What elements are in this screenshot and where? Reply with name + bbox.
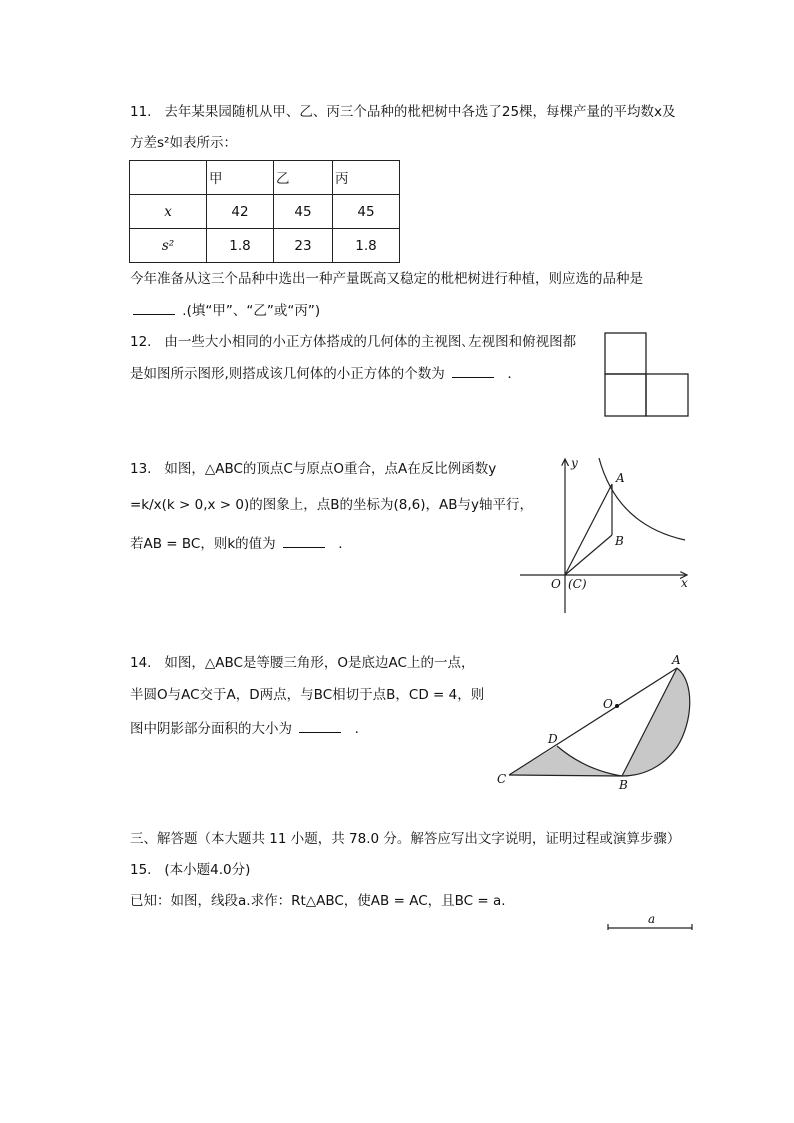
label-C: (C) [568, 577, 587, 591]
label-y: y [571, 456, 578, 470]
q15-number: 15. [130, 862, 152, 878]
q13-figure [515, 455, 695, 615]
q11-table-header-row [130, 161, 400, 195]
segment-CA [565, 484, 612, 575]
q13-text-3-end: . [338, 536, 343, 552]
q15-points: (本小题4.0分) [164, 862, 251, 878]
answer-blank[interactable] [452, 365, 494, 378]
q11-line4 [130, 302, 320, 319]
section-3-title: 三、解答题（本大题共 11 小题，共 78.0 分。解答应写出文字说明，证明过程或演算步骤） [130, 831, 681, 847]
q11-table-row-label: x [130, 195, 207, 229]
q12-square-top [605, 333, 646, 374]
label-O: O [603, 697, 613, 711]
q11-table-row [130, 195, 400, 229]
q11-table-header-cell: 乙 [274, 161, 333, 195]
q11-table-header-cell [130, 161, 207, 195]
segment-CB [565, 535, 612, 575]
q12-text-2: 是如图所示图形,则搭成该几何体的小正方体的个数为 [130, 366, 445, 382]
q11-table-row [130, 229, 400, 263]
q11-line1 [130, 104, 676, 120]
q13-number: 13. [130, 461, 152, 477]
q11-table-cell: 1.8 [333, 229, 400, 263]
q13-text-1: 如图，△ABC的顶点C与原点O重合，点A在反比例函数y [164, 461, 497, 477]
q11-table-header-cell: 丙 [333, 161, 400, 195]
label-B: B [615, 534, 624, 548]
label-B: B [619, 778, 628, 792]
q14-figure [495, 652, 695, 792]
q11-table-cell: 45 [333, 195, 400, 229]
q11-table-row-label: s² [130, 229, 207, 263]
q11-line2: 方差s²如表所示： [130, 135, 237, 151]
answer-blank[interactable] [133, 302, 175, 315]
q11-table-cell: 42 [207, 195, 274, 229]
q11-table-cell: 23 [274, 229, 333, 263]
q14-number: 14. [130, 655, 152, 671]
q15-line1: 已知：如图，线段a.求作：Rt△ABC，使AB = AC，且BC = a. [130, 893, 506, 909]
segment-a-label: a [648, 912, 656, 926]
q11-table-header-cell: 甲 [207, 161, 274, 195]
q14-text-3: 图中阴影部分面积的大小为 [130, 721, 292, 737]
label-A: A [616, 471, 625, 485]
q13-line1 [130, 461, 496, 477]
q13-line3 [130, 535, 343, 552]
answer-blank[interactable] [299, 720, 341, 733]
q13-text-3: 若AB = BC，则k的值为 [130, 536, 276, 552]
q13-line2: =k/x(k > 0,x > 0)的图象上，点B的坐标为(8,6)，AB与y轴平行， [130, 497, 534, 513]
q15-header [130, 862, 250, 878]
q12-figure [604, 332, 694, 422]
label-x: x [681, 576, 688, 590]
q12-number: 12. [130, 334, 152, 350]
q11-table-cell: 45 [274, 195, 333, 229]
q14-line3 [130, 720, 359, 737]
label-C: C [497, 772, 507, 786]
shaded-region-left [509, 746, 622, 776]
q14-line1 [130, 655, 474, 671]
q12-text-2-end: . [507, 366, 512, 382]
q14-text-1: 如图，△ABC是等腰三角形，O是底边AC上的一点， [164, 655, 475, 671]
label-A: A [672, 653, 681, 667]
q14-line2: 半圆O与AC交于A，D两点，与BC相切于点B，CD = 4，则 [130, 687, 485, 703]
center-point-O [615, 704, 619, 708]
q11-text-1: 去年某果园随机从甲、乙、丙三个品种的枇杷树中各选了25棵，每棵产量的平均数x及 [164, 104, 676, 120]
q12-line2 [130, 365, 512, 382]
q12-text-1: 由一些大小相同的小正方体搭成的几何体的主视图､左视图和俯视图都 [164, 334, 577, 350]
q11-text-4: .(填“甲”、“乙”或“丙”) [182, 303, 321, 319]
q15-segment-figure [606, 908, 696, 932]
q11-table-cell: 1.8 [207, 229, 274, 263]
q11-number: 11. [130, 104, 152, 120]
q11-line3: 今年准备从这三个品种中选出一种产量既高又稳定的枇杷树进行种植，则应选的品种是 [130, 271, 643, 287]
label-O: O [551, 577, 561, 591]
q12-square-bottom-left [605, 374, 646, 416]
label-D: D [548, 732, 558, 746]
q14-text-3-end: . [354, 721, 359, 737]
answer-blank[interactable] [283, 535, 325, 548]
q12-line1 [130, 334, 576, 350]
shaded-region-right [622, 668, 690, 776]
q12-square-bottom-right [646, 374, 688, 416]
q11-table [129, 160, 400, 263]
